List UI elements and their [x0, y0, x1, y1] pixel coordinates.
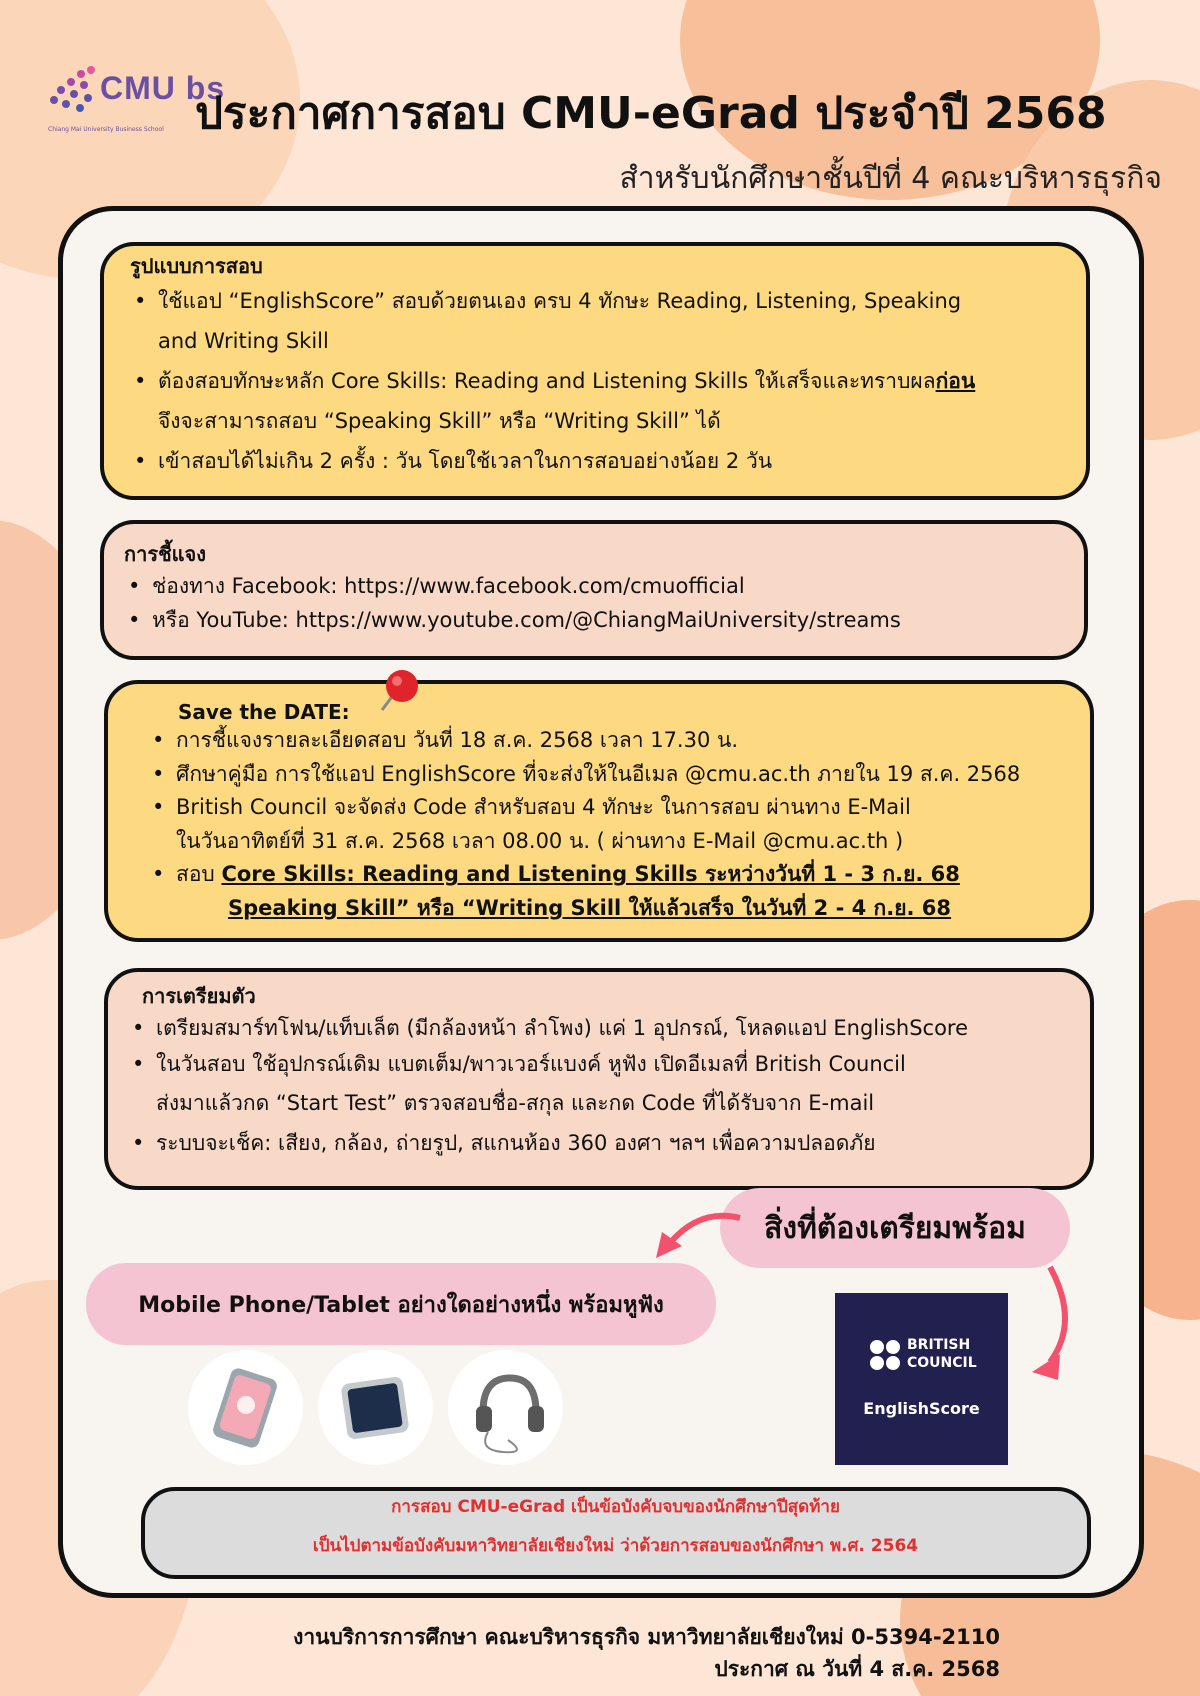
british-council-line1: BRITISH [907, 1337, 971, 1353]
briefing-box [100, 520, 1088, 660]
list-item: • ช่องทาง Facebook: https://www.facebook.com/cmuofficial [124, 570, 1064, 604]
list-item: • British Council จะจัดส่ง Code สำหรับสอบ 4 ทักษะ ในการสอบ ผ่านทาง E-Mail ในวันอาทิตย์ที่ 31 ส.ค. 2568 เวลา 08.00 น. ( ผ่านทาง E-Mail @cmu.ac.th ) [148, 791, 1070, 858]
device-requirement-text: Mobile Phone/Tablet อย่างใดอย่างหนึ่ง พร้อมหูฟัง [138, 1292, 664, 1318]
save-the-date-box [104, 680, 1094, 942]
list-item: • ใช้แอป “EnglishScore” สอบด้วยตนเอง ครบ 4 ทักษะ Reading, Listening, Speaking and Writing Skill [130, 282, 1066, 362]
list-item: • เข้าสอบได้ไม่เกิน 2 ครั้ง : วัน โดยใช้เวลาในการสอบอย่างน้อย 2 วัน [130, 442, 1066, 482]
exam-format-heading: รูปแบบการสอบ [130, 254, 263, 278]
device-requirement-pill [86, 1263, 716, 1345]
preparation-heading: การเตรียมตัว [142, 984, 256, 1008]
page-title: ประกาศการสอบ CMU-eGrad ประจำปี 2568 [195, 88, 1107, 139]
logo-text: CMU bs [100, 70, 226, 106]
logo-subtitle: Chiang Mai University Business School [48, 126, 164, 133]
checklist-heading-pill [720, 1188, 1070, 1268]
list-item: • ศึกษาคู่มือ การใช้แอป EnglishScore ที่จะส่งให้ในอีเมล @cmu.ac.th ภายใน 19 ส.ค. 2568 [148, 758, 1070, 792]
arrow-icon [1010, 1262, 1090, 1392]
list-item: • ต้องสอบทักษะหลัก Core Skills: Reading and Listening Skills ให้เสร็จและทราบผลก่อน จึงจะสามารถสอบ “Speaking Skill” หรือ “Writing Skill” ได้ [130, 362, 1066, 442]
list-item: • หรือ YouTube: https://www.youtube.com/@ChiangMaiUniversity/streams [124, 604, 1064, 638]
checklist-heading: สิ่งที่ต้องเตรียมพร้อม [764, 1210, 1026, 1246]
englishscore-label: EnglishScore [863, 1399, 980, 1418]
list-item: • การชี้แจงรายละเอียดสอบ วันที่ 18 ส.ค. 2568 เวลา 17.30 น. [148, 724, 1070, 758]
british-council-logo [835, 1293, 1008, 1465]
headphones-icon [448, 1350, 563, 1465]
briefing-heading: การชี้แจง [124, 542, 207, 566]
footer-contact: งานบริการการศึกษา คณะบริหารธุรกิจ มหาวิทยาลัยเชียงใหม่ 0-5394-2110 [293, 1625, 1000, 1649]
list-item: • เตรียมสมาร์ทโฟน/แท็บเล็ต (มีกล้องหน้า ลำโพง) แค่ 1 อุปกรณ์, โหลดแอป EnglishScore [128, 1012, 1070, 1045]
preparation-box [104, 968, 1094, 1190]
pushpin-icon [368, 664, 428, 724]
exam-format-box [100, 242, 1090, 500]
tablet-icon [318, 1350, 433, 1465]
list-item: • ในวันสอบ ใช้อุปกรณ์เดิม แบตเต็ม/พาวเวอร์แบงค์ หูฟัง เปิดอีเมลที่ British Council ส่งมาแล้วกด “Start Test” ตรวจสอบชื่อ-สกุล และกด Code ที่ได้รับจาก E-mail [128, 1045, 1070, 1125]
british-council-line2: COUNCIL [907, 1355, 977, 1371]
list-item: • สอบ Core Skills: Reading and Listening Skills ระหว่างวันที่ 1 - 3 ก.ย. 68 Speaking Skill” หรือ “Writing Skill ให้แล้วเสร็จ ในวันที่ 2 - 4 ก.ย. 68 [148, 858, 1070, 925]
notice-line2: เป็นไปตามข้อบังคับมหาวิทยาลัยเชียงใหม่ ว่าด้วยการสอบของนักศึกษา พ.ศ. 2564 [312, 1536, 919, 1557]
page-subtitle: สำหรับนักศึกษาชั้นปีที่ 4 คณะบริหารธุรกิจ [619, 161, 1162, 196]
footer [293, 1622, 1000, 1685]
footer-date: ประกาศ ณ วันที่ 4 ส.ค. 2568 [714, 1656, 1000, 1681]
phone-icon [188, 1350, 303, 1465]
list-item: • ระบบจะเช็ค: เสียง, กล้อง, ถ่ายรูป, สแกนห้อง 360 องศา ฯลฯ เพื่อความปลอดภัย [128, 1124, 1070, 1164]
regulation-notice [143, 1488, 1088, 1576]
save-the-date-heading: Save the DATE: [178, 700, 350, 724]
notice-line1: การสอบ CMU-eGrad เป็นข้อบังคับจบของนักศึกษาปีสุดท้าย [391, 1497, 840, 1517]
